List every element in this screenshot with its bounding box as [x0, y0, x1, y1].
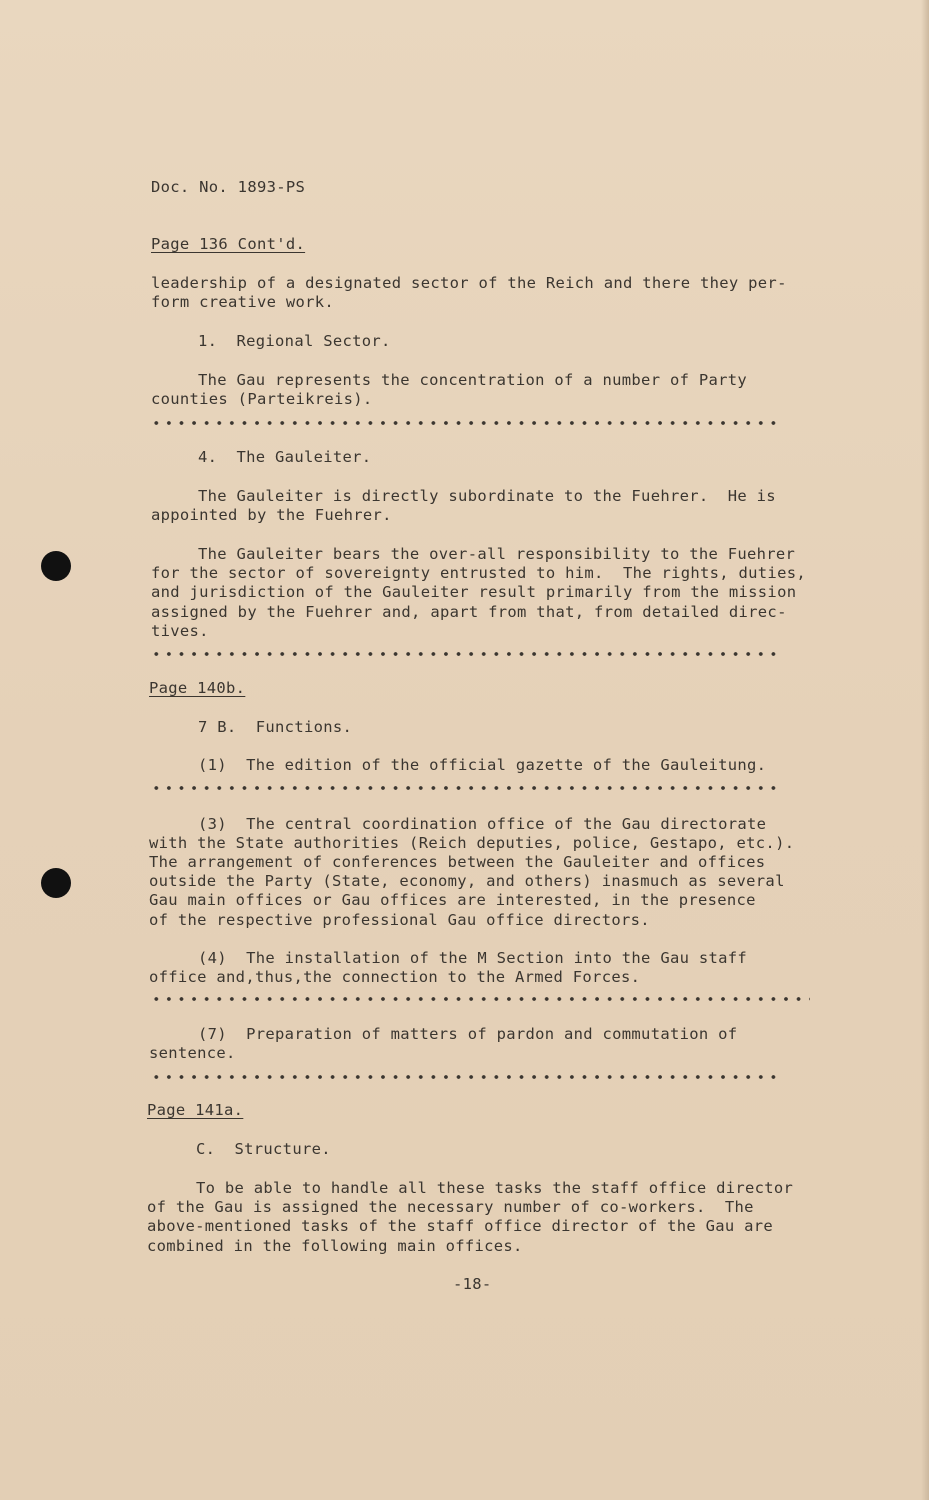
paragraph-line: leadership of a designated sector of the Reich and there they per-: [151, 274, 787, 292]
paragraph-line: sentence.: [149, 1044, 236, 1062]
paragraph-line: The Gauleiter is directly subordinate to the Fuehrer. He is: [198, 487, 776, 505]
paragraph-line: and jurisdiction of the Gauleiter result primarily from the mission: [151, 583, 797, 601]
paragraph-line: The Gauleiter bears the over-all responsibility to the Fuehrer: [198, 545, 796, 563]
ellipsis-dotted-line: [150, 652, 776, 656]
function-item-7: (7) Preparation of matters of pardon and commutation of: [198, 1025, 738, 1043]
function-item-4: (4) The installation of the M Section into the Gau staff: [198, 949, 748, 967]
ellipsis-dotted-line: [150, 786, 776, 790]
section-heading-page-136: Page 136 Cont'd.: [151, 235, 306, 253]
ellipsis-dotted-line: [150, 1075, 776, 1079]
paragraph-line: tives.: [151, 622, 209, 640]
subsection-functions: 7 B. Functions.: [198, 718, 353, 736]
function-item-3: (3) The central coordination office of the Gau directorate: [198, 815, 767, 833]
paragraph-line: appointed by the Fuehrer.: [151, 506, 392, 524]
paragraph-line: counties (Parteikreis).: [151, 390, 373, 408]
paragraph-line: assigned by the Fuehrer and, apart from that, from detailed direc-: [151, 603, 787, 621]
page-edge-shadow: [921, 0, 929, 1500]
paragraph-line: above-mentioned tasks of the staff office director of the Gau are: [147, 1217, 774, 1235]
list-item-regional-sector: 1. Regional Sector.: [198, 332, 391, 350]
section-heading-page-140b: Page 140b.: [149, 679, 246, 697]
ellipsis-dotted-line: [150, 997, 810, 1001]
paragraph-line: with the State authorities (Reich deputies, police, Gestapo, etc.).: [149, 834, 795, 852]
ellipsis-dotted-line: [150, 421, 776, 425]
list-item-gauleiter: 4. The Gauleiter.: [198, 448, 372, 466]
paragraph-line: To be able to handle all these tasks the staff office director: [196, 1179, 794, 1197]
subsection-structure: C. Structure.: [196, 1140, 331, 1158]
paragraph-line: of the respective professional Gau office directors.: [149, 911, 650, 929]
paragraph-line: office and,thus,the connection to the Armed Forces.: [149, 968, 641, 986]
paragraph-line: for the sector of sovereignty entrusted to him. The rights, duties,: [151, 564, 806, 582]
section-heading-page-141a: Page 141a.: [147, 1101, 244, 1119]
paragraph-line: The Gau represents the concentration of a number of Party: [198, 371, 748, 389]
document-number: Doc. No. 1893-PS: [151, 178, 306, 196]
punch-hole: [41, 868, 71, 898]
paragraph-line: form creative work.: [151, 293, 335, 311]
function-item-1: (1) The edition of the official gazette of the Gauleitung.: [198, 756, 767, 774]
paragraph-line: combined in the following main offices.: [147, 1237, 523, 1255]
punch-hole: [41, 551, 71, 581]
paragraph-line: The arrangement of conferences between the Gauleiter and offices: [149, 853, 766, 871]
paragraph-line: of the Gau is assigned the necessary number of co-workers. The: [147, 1198, 754, 1216]
page-number: -18-: [453, 1275, 492, 1293]
paragraph-line: Gau main offices or Gau offices are interested, in the presence: [149, 891, 756, 909]
paragraph-line: outside the Party (State, economy, and others) inasmuch as several: [149, 872, 785, 890]
